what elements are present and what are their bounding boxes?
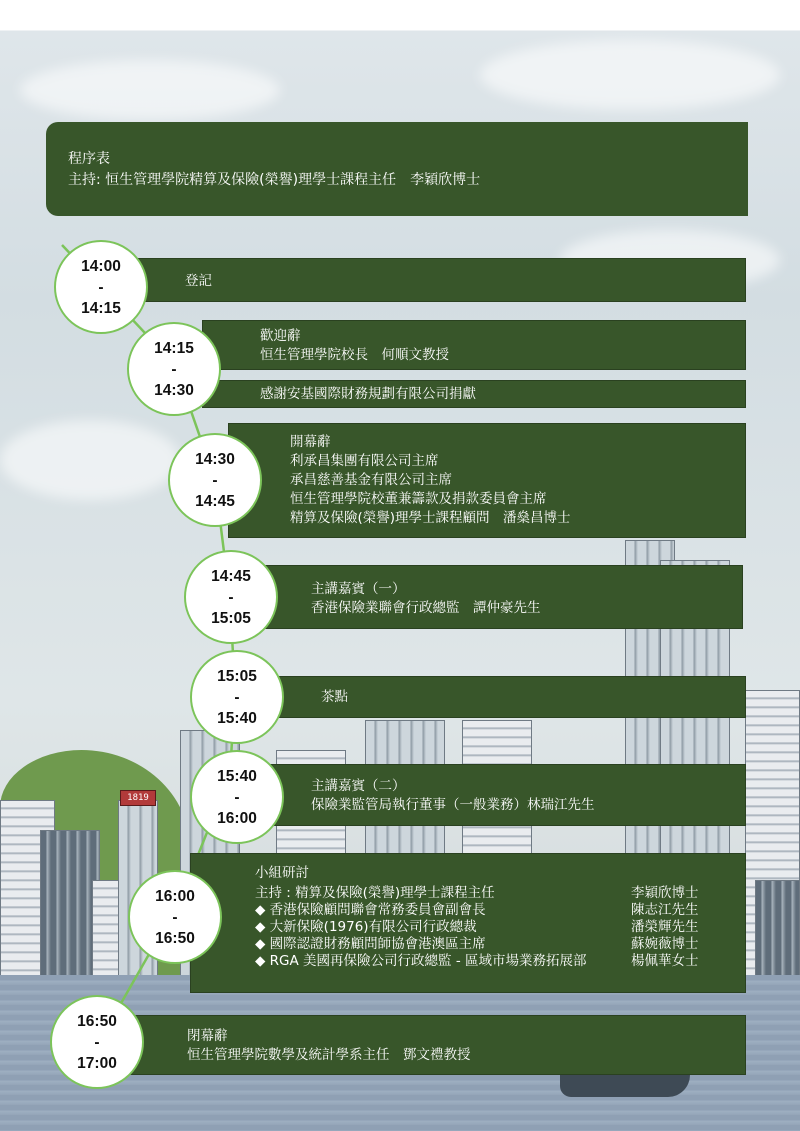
panel-role: ◆ 香港保險顧問聯會常務委員會副會長: [255, 902, 486, 918]
cloud: [0, 420, 180, 500]
panel-title: 小組研討: [255, 865, 309, 881]
session-line: 茶點: [321, 689, 348, 705]
time-end: 16:00: [217, 809, 257, 827]
time-start: 16:00: [155, 887, 195, 905]
time-circle: [54, 240, 148, 334]
panel-row: [255, 953, 699, 970]
panel-row: [255, 936, 699, 953]
session-bar-panel: [190, 853, 746, 993]
building: [755, 880, 800, 980]
time-end: 17:00: [77, 1054, 117, 1072]
time-separator: -: [171, 360, 177, 378]
session-bar-keynote-2: [240, 764, 746, 826]
session-bar-tea: [240, 676, 746, 718]
program-host: 主持: 恒生管理學院精算及保險(榮譽)理學士課程主任 李穎欣博士: [68, 172, 481, 188]
time-circle: [168, 433, 262, 527]
panel-name: 李穎欣博士: [631, 885, 699, 901]
panel-role: ◆ 國際認證財務顧問師協會港澳區主席: [255, 936, 486, 952]
session-line: 主講嘉賓（一）: [311, 581, 406, 597]
time-separator: -: [234, 788, 240, 806]
time-circle: [50, 995, 144, 1089]
time-end: 14:30: [154, 381, 194, 399]
time-start: 15:05: [217, 667, 257, 685]
time-circle: [184, 550, 278, 644]
program-title: 程序表: [68, 151, 110, 167]
time-start: 15:40: [217, 767, 257, 785]
panel-role: ◆ 大新保險(1976)有限公司行政總裁: [255, 919, 477, 935]
panel-name: 蘇婉薇博士: [631, 936, 699, 952]
panel-name: 楊佩華女士: [631, 953, 699, 969]
time-separator: -: [172, 908, 178, 926]
cloud: [480, 40, 780, 110]
time-circle: [190, 650, 284, 744]
session-line: 恒生管理學院校董兼籌款及捐款委員會主席: [290, 491, 547, 507]
session-line: 歡迎辭: [260, 328, 301, 344]
session-bar-closing: [120, 1015, 746, 1075]
session-line: 登記: [185, 273, 212, 289]
cloud: [20, 60, 280, 120]
session-bar-welcome: [202, 320, 746, 370]
session-bar-registration: [122, 258, 746, 302]
session-line: 利承昌集團有限公司主席: [290, 453, 439, 469]
panel-row: [255, 902, 699, 919]
time-end: 15:05: [211, 609, 251, 627]
time-circle: [190, 750, 284, 844]
time-start: 14:15: [154, 339, 194, 357]
time-separator: -: [234, 688, 240, 706]
panel-role: 主持 : 精算及保險(榮譽)理學士課程主任: [255, 885, 495, 901]
time-end: 14:45: [195, 492, 235, 510]
panel-role: ◆ RGA 美國再保險公司行政總監 - 區域市場業務拓展部: [255, 953, 587, 969]
time-separator: -: [228, 588, 234, 606]
time-separator: -: [98, 278, 104, 296]
time-end: 16:50: [155, 929, 195, 947]
session-line: 主講嘉賓（二）: [311, 778, 406, 794]
panel-row: [255, 919, 699, 936]
building-sign: 1819: [120, 790, 156, 806]
panel-row: [255, 885, 699, 902]
session-bar-thanks: [202, 380, 746, 408]
time-circle: [127, 322, 221, 416]
time-start: 14:45: [211, 567, 251, 585]
panel-name: 潘榮輝先生: [631, 919, 699, 935]
panel-name: 陳志江先生: [631, 902, 699, 918]
session-line: 恒生管理學院數學及統計學系主任 鄧文禮教授: [187, 1047, 471, 1063]
session-line: 保險業監管局執行董事（一般業務）林瑞江先生: [311, 797, 595, 813]
time-start: 16:50: [77, 1012, 117, 1030]
time-end: 15:40: [217, 709, 257, 727]
session-line: 恒生管理學院校長 何順文教授: [260, 347, 449, 363]
time-separator: -: [212, 471, 218, 489]
session-line: 感謝安基國際財務規劃有限公司捐獻: [260, 386, 476, 402]
session-bar-opening: [228, 423, 746, 538]
session-bar-keynote-1: [240, 565, 743, 629]
time-start: 14:30: [195, 450, 235, 468]
session-line: 承昌慈善基金有限公司主席: [290, 472, 452, 488]
session-line: 香港保險業聯會行政總監 譚仲豪先生: [311, 600, 541, 616]
session-line: 開幕辭: [290, 434, 331, 450]
session-line: 精算及保險(榮譽)理學士課程顧問 潘燊昌博士: [290, 510, 571, 526]
program-header: [46, 122, 748, 216]
time-separator: -: [94, 1033, 100, 1051]
time-end: 14:15: [81, 299, 121, 317]
boat: [560, 1075, 690, 1097]
time-circle: [128, 870, 222, 964]
time-start: 14:00: [81, 257, 121, 275]
building: [40, 830, 100, 980]
session-line: 閉幕辭: [187, 1028, 228, 1044]
